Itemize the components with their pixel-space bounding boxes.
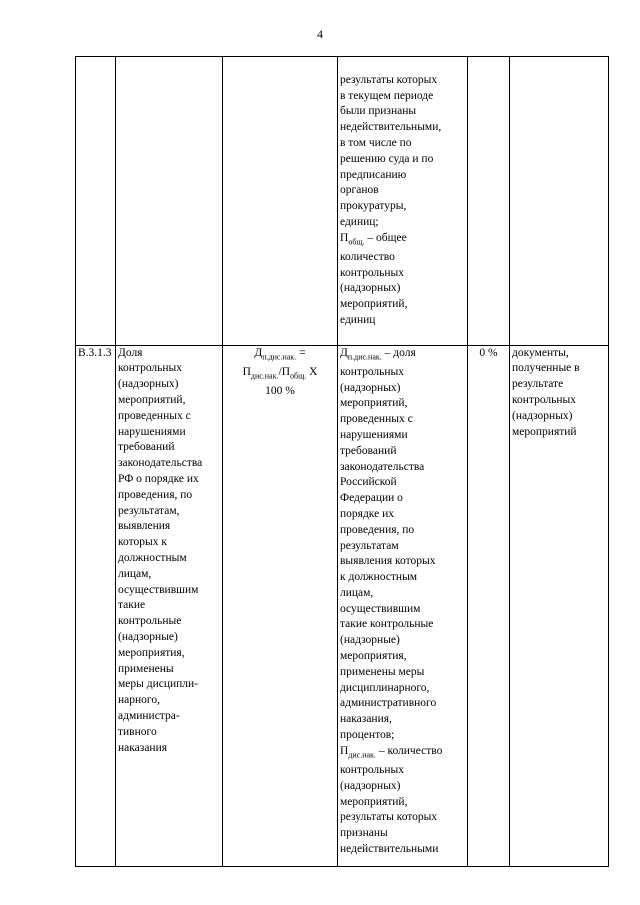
formula-cell [223, 345, 338, 866]
page-number: 4 [317, 27, 323, 41]
source-cell [510, 57, 609, 346]
formula-symbol: П [242, 365, 251, 378]
indicator-name-cell [116, 57, 223, 346]
desc-symbol: Д [340, 346, 348, 359]
table-row [76, 345, 609, 866]
term-subscript: дис.нак. [348, 750, 376, 760]
formula-equals: = [296, 346, 306, 359]
table-row [76, 57, 609, 346]
term-text: – общее количество контрольных (надзорных) мероприятий, единиц [340, 231, 408, 327]
term-definition [340, 744, 465, 858]
formula-multiply: Х [306, 365, 318, 378]
formula-symbol: Д [254, 346, 263, 359]
indicator-name-cell: Доля контрольных (надзорных) мероприятий, проведенных с нарушениями требований законодательства РФ о порядке их проведения, по результатам, выявления которых к должностным лицам, осуществившим такие контрольные (надзорные) мероприятия, применены меры дисципли- нарного, администра- тивного наказания [116, 345, 223, 866]
desc-subscript: п.дис.нак. [347, 351, 382, 361]
term-subscript: общ. [348, 237, 365, 247]
indicators-table [75, 56, 609, 867]
description-text: – доля контрольных (надзорных) мероприятий, проведенных с нарушениями требований законодательства Российской Федерации о порядке их проведения, по результатам выявления которых к должностным лицам, осуществившим такие контрольные (надзорные) мероприятия, применены меры дисциплинарного, административного наказания, процентов; [340, 346, 437, 742]
formula-subscript: общ. [290, 371, 307, 381]
term-symbol: П [340, 231, 349, 244]
formula-subscript: дис.нак. [250, 371, 279, 381]
target-value-cell: 0 % [468, 345, 510, 866]
indicator-code-cell [76, 57, 116, 346]
formula-percent: 100 % [265, 384, 295, 397]
formula-divide: /П [278, 365, 290, 378]
source-cell: документы, полученные в результате контрольных (надзорных) мероприятий [510, 345, 609, 866]
target-value-cell [468, 57, 510, 346]
formula-subscript: п.дис.нак. [262, 351, 297, 361]
indicator-code-cell: В.3.1.3 [76, 345, 116, 866]
term-definition [340, 231, 465, 329]
description-text: результаты которых в текущем периоде были признаны недействительными, в том числе по решению суда и по предписанию органов прокуратуры, единиц; [340, 73, 442, 228]
description-cell [338, 57, 468, 346]
term-text: – количество контрольных (надзорных) мероприятий, результаты которых признаны недействительными [340, 744, 443, 855]
formula-cell [223, 57, 338, 346]
term-symbol: П [340, 744, 349, 757]
description-cell [338, 345, 468, 866]
